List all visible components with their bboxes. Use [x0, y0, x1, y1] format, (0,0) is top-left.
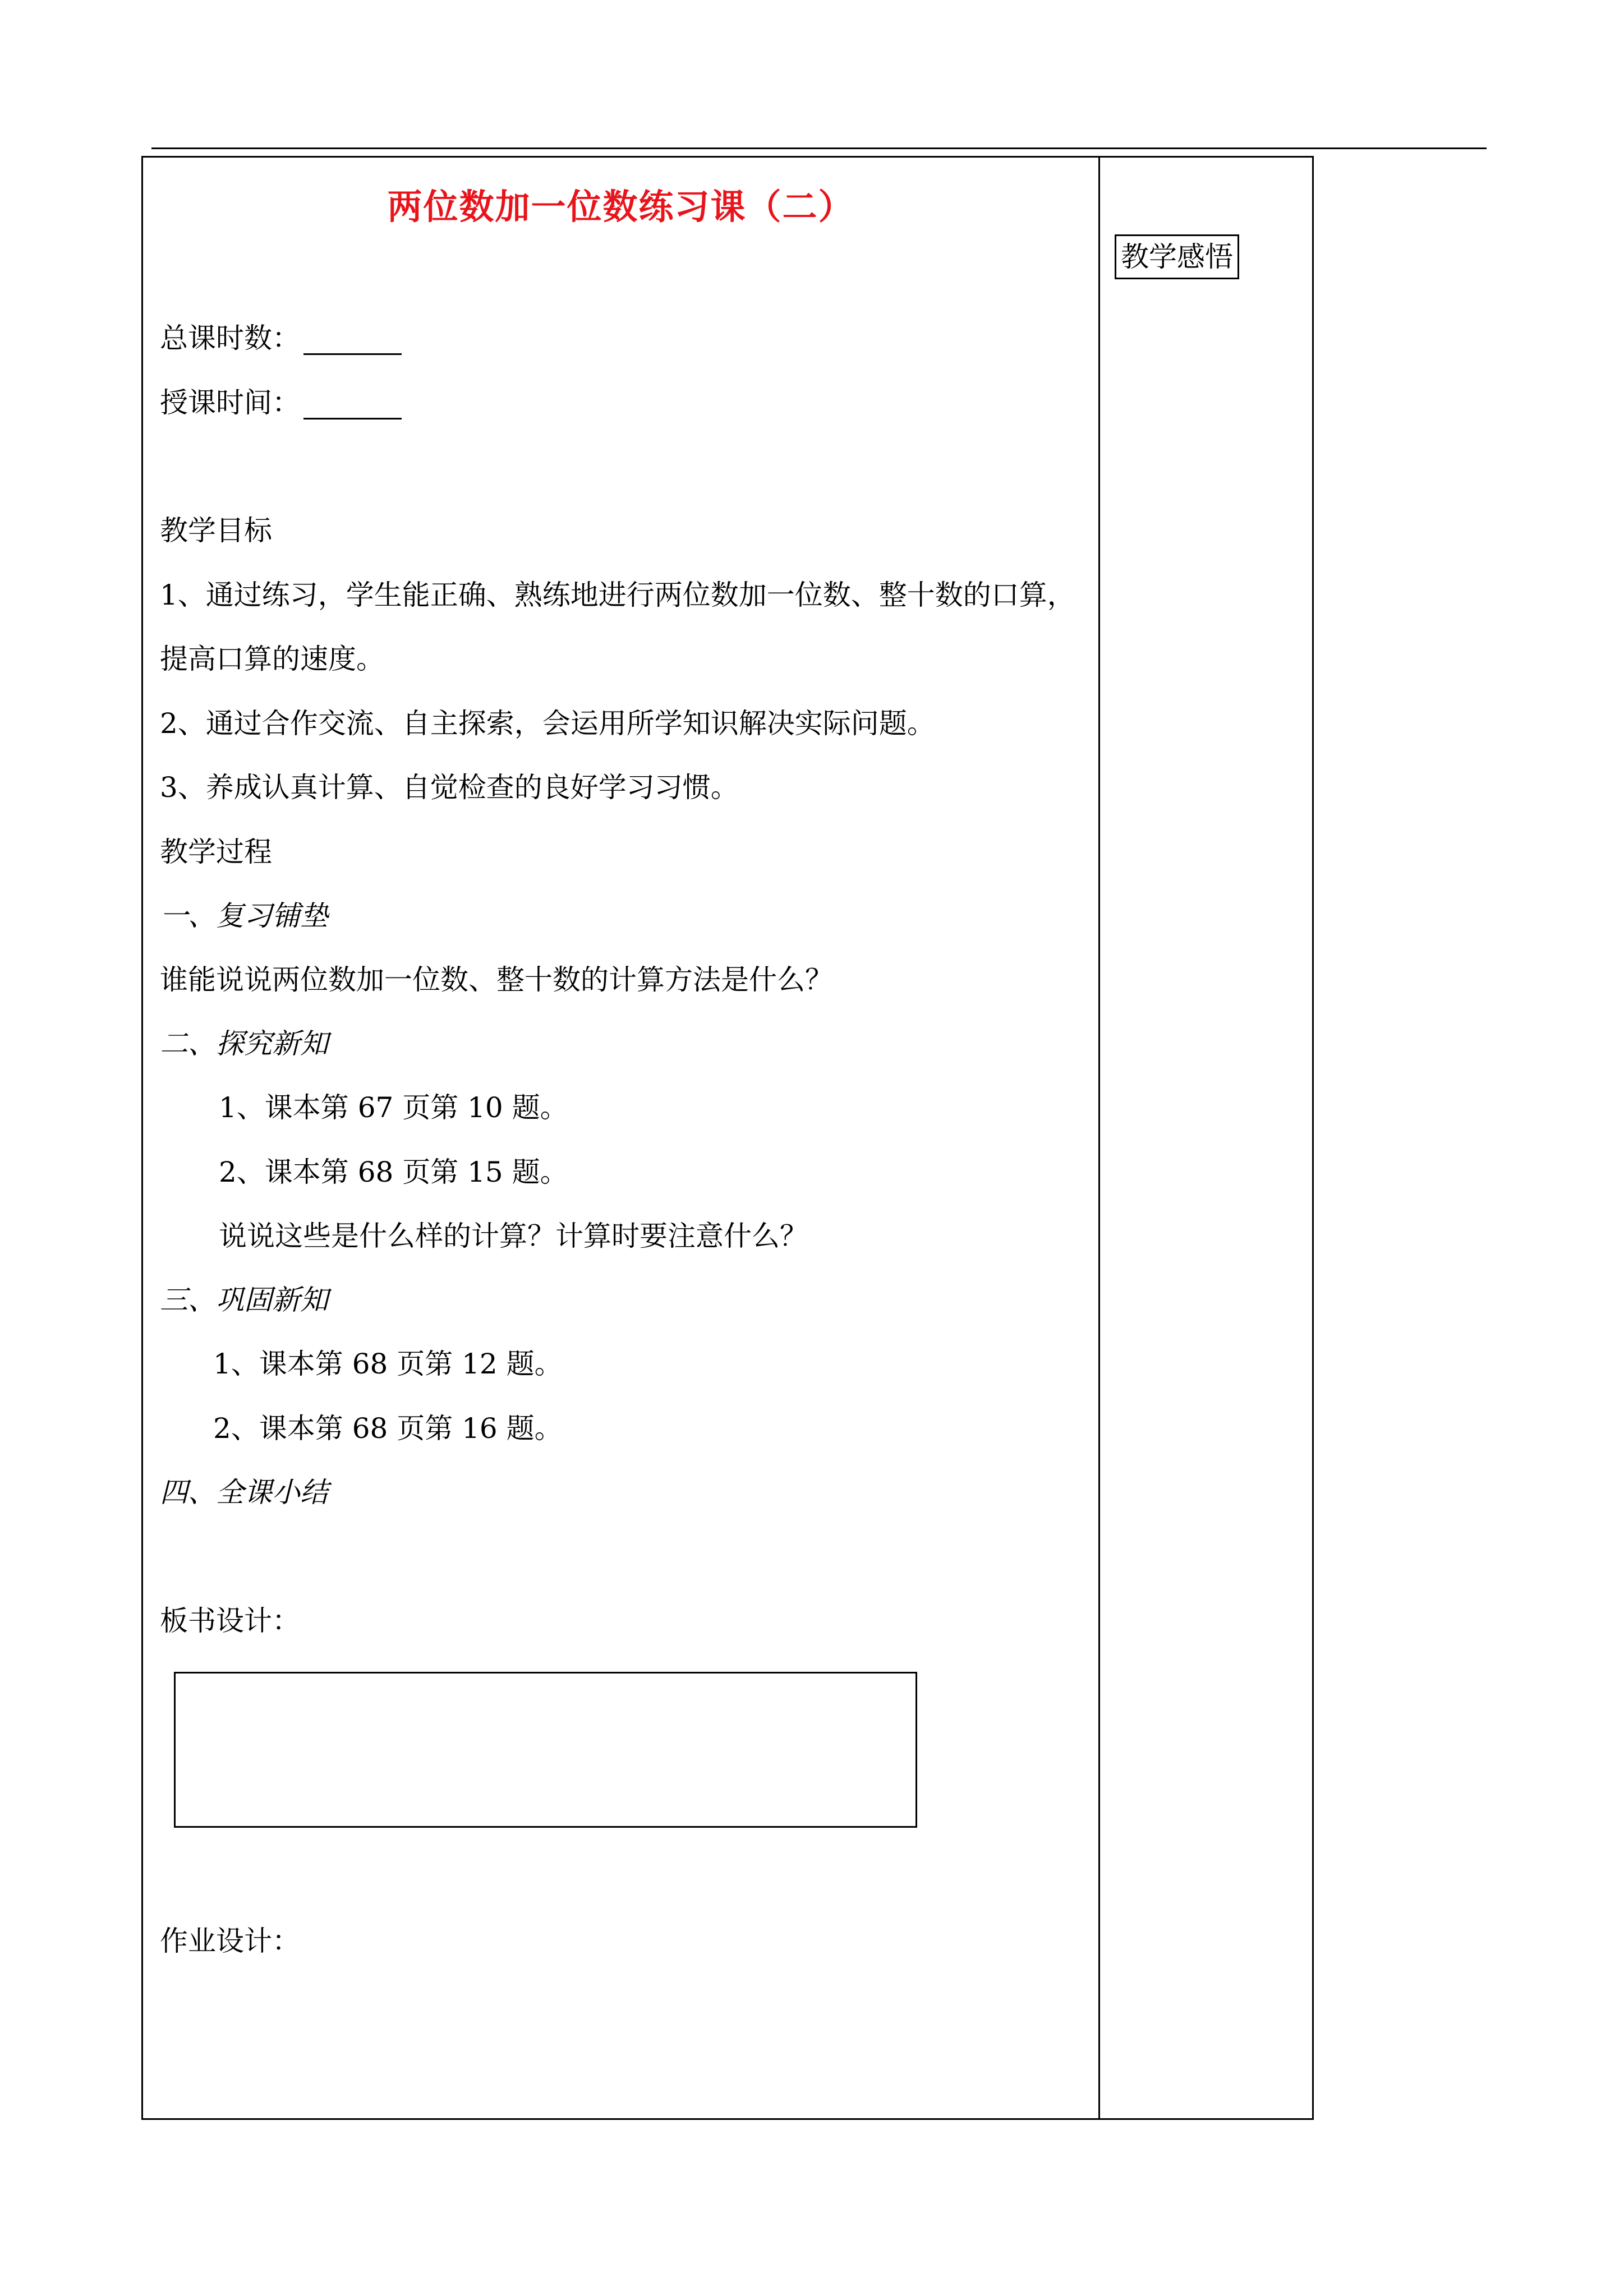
section-explore: 二、探究新知: [160, 1027, 328, 1060]
goal-item-3: 3、养成认真计算、自觉检查的良好学习习惯。: [160, 771, 739, 804]
explore-item-1: 1、课本第 67 页第 10 题。: [219, 1091, 568, 1124]
goal-item-1-line-1: 1、通过练习，学生能正确、熟练地进行两位数加一位数、整十数的口算，: [160, 579, 1075, 611]
goal-item-2: 2、通过合作交流、自主探索，会运用所学知识解决实际问题。: [160, 707, 935, 740]
goal-item-1-line-2: 提高口算的速度。: [160, 643, 384, 675]
column-divider: [1098, 158, 1100, 2118]
teach-time-blank: [303, 391, 402, 419]
total-hours-row: [160, 321, 402, 355]
total-hours-label: 总课时数：: [160, 322, 300, 354]
consolidate-item-2: 2、课本第 68 页第 16 题。: [213, 1412, 563, 1445]
section-review: 一、复习铺垫: [160, 900, 328, 932]
header-rule: [151, 147, 1487, 149]
section-review-text: 谁能说说两位数加一位数、整十数的计算方法是什么？: [160, 963, 833, 996]
total-hours-blank: [303, 326, 402, 355]
explore-item-2: 2、课本第 68 页第 15 题。: [219, 1156, 568, 1188]
board-design-label: 板书设计：: [160, 1605, 300, 1637]
reflection-label: 教学感悟: [1115, 234, 1239, 279]
process-heading: 教学过程: [160, 836, 272, 868]
homework-design-label: 作业设计：: [160, 1925, 300, 1957]
consolidate-item-1: 1、课本第 68 页第 12 题。: [213, 1348, 563, 1380]
board-design-box: [174, 1672, 917, 1828]
goals-heading: 教学目标: [160, 514, 272, 547]
teach-time-label: 授课时间：: [160, 386, 300, 419]
lesson-plan-table: [141, 156, 1314, 2120]
teach-time-row: [160, 386, 402, 419]
section-consolidate: 三、巩固新知: [160, 1284, 328, 1316]
page-title: 两位数加一位数练习课（二）: [387, 186, 854, 227]
section-summary: 四、全课小结: [160, 1476, 328, 1509]
explore-text: 说说这些是什么样的计算？计算时要注意什么？: [219, 1220, 808, 1252]
